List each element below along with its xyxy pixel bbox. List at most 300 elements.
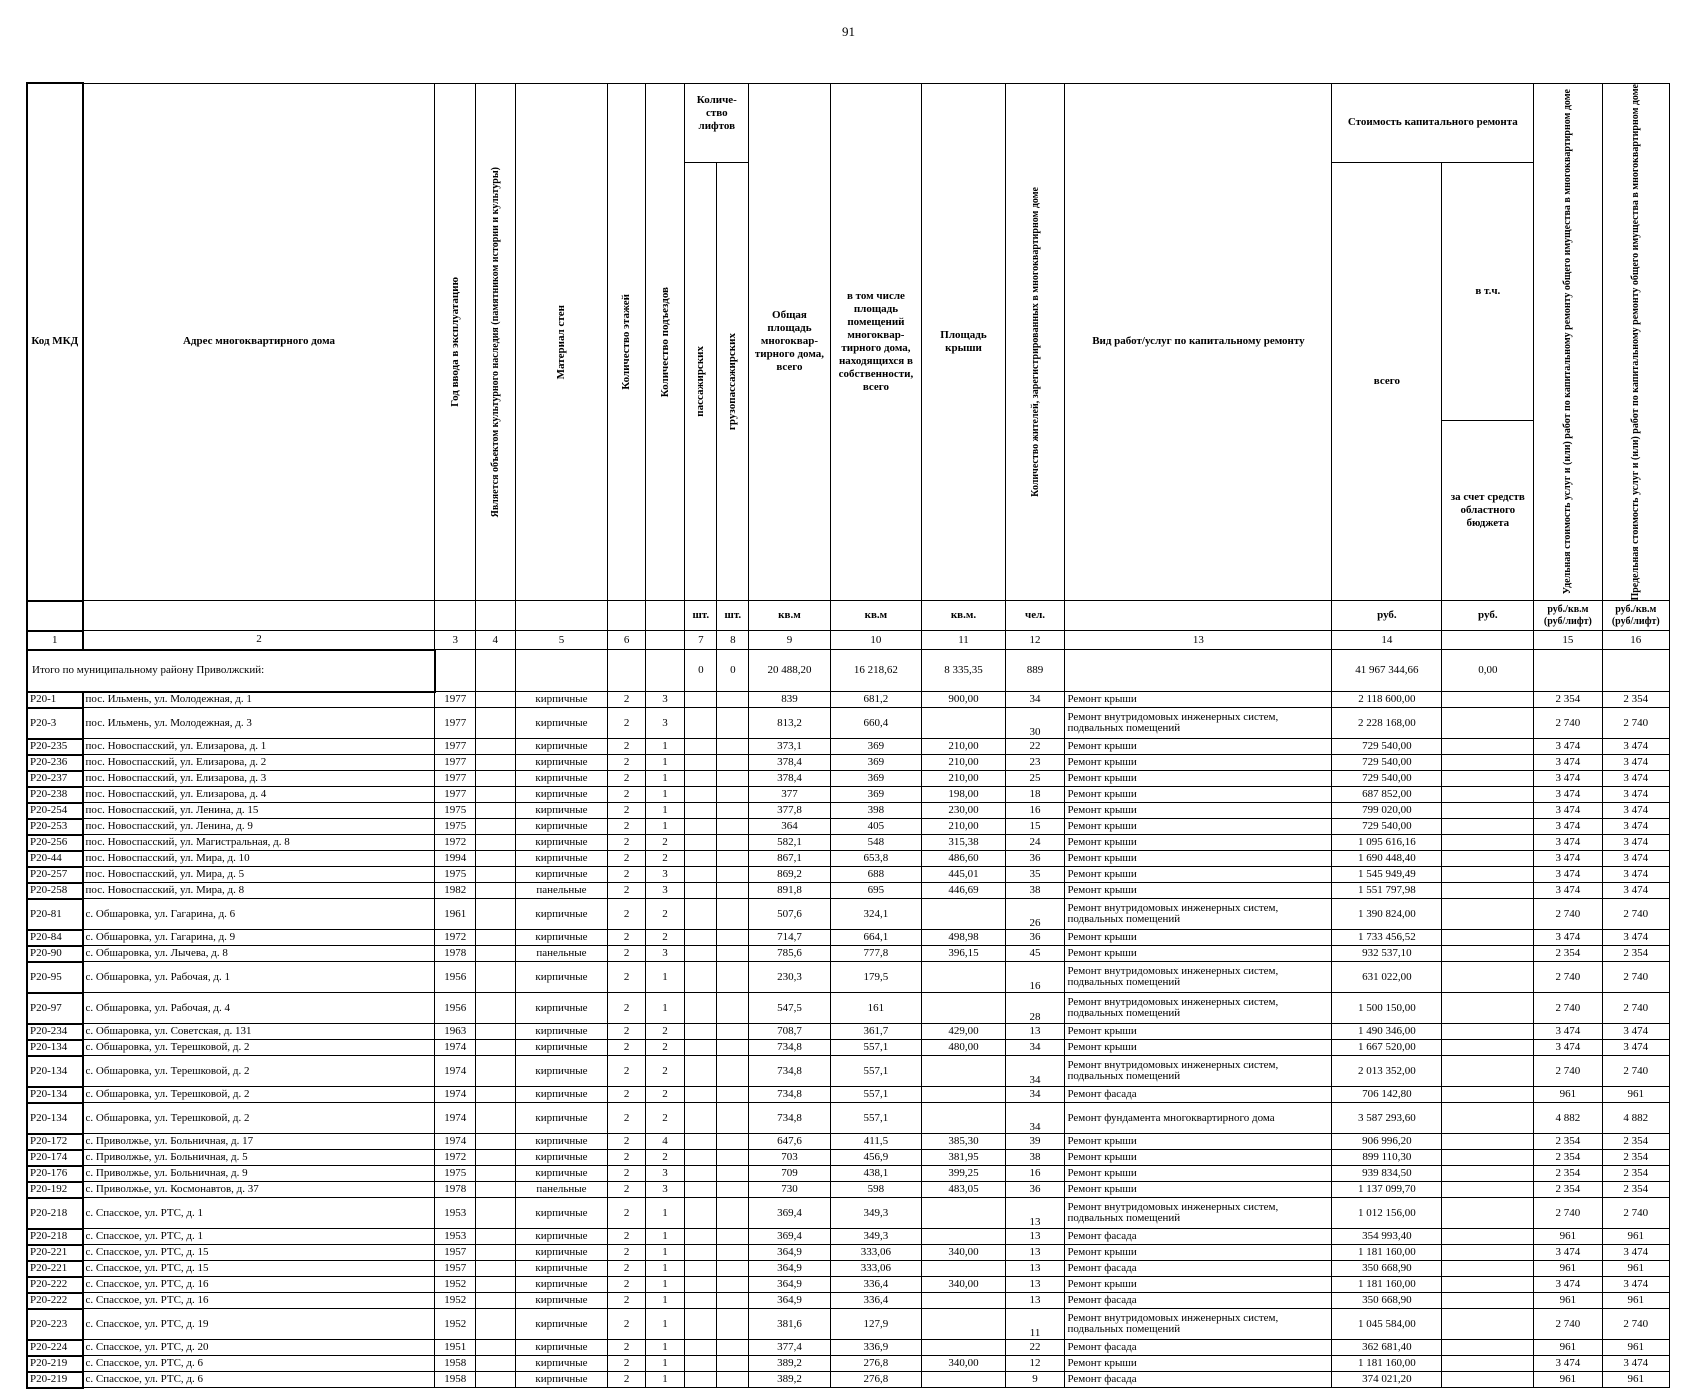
cell-unit-cost: 3 474 xyxy=(1534,803,1602,819)
cell-unit-cost: 2 740 xyxy=(1534,993,1602,1024)
cell-year: 1957 xyxy=(435,1245,476,1261)
cell-owned-area: 349,3 xyxy=(830,1198,922,1229)
cell-entrances: 1 xyxy=(645,787,685,803)
cell-roof-area: 486,60 xyxy=(922,851,1005,867)
table-row xyxy=(27,1356,1670,1372)
cell-residents: 13 xyxy=(1005,1229,1065,1245)
cell-regional xyxy=(1442,883,1534,899)
cell-floors: 2 xyxy=(608,851,645,867)
cell-unit-cost: 3 474 xyxy=(1534,1356,1602,1372)
col-num: 10 xyxy=(830,631,922,650)
cell-regional xyxy=(1442,899,1534,930)
table-row xyxy=(27,1087,1670,1103)
table-row xyxy=(27,739,1670,755)
cell-lifts-pass xyxy=(685,692,717,708)
cell-floors: 2 xyxy=(608,883,645,899)
cell-year: 1972 xyxy=(435,1150,476,1166)
cell-lifts-cargo xyxy=(717,1229,749,1245)
cell-work-type: Ремонт крыши xyxy=(1065,867,1332,883)
total-cell xyxy=(515,650,608,692)
cell-address: пос. Новоспасский, ул. Ленина, д. 15 xyxy=(83,803,435,819)
cell-code: Р20-90 xyxy=(27,946,83,962)
cell-year: 1982 xyxy=(435,883,476,899)
cell-total-area: 507,6 xyxy=(749,899,830,930)
cell-regional xyxy=(1442,1309,1534,1340)
cell-regional xyxy=(1442,708,1534,739)
cell-residents: 18 xyxy=(1005,787,1065,803)
cell-address: пос. Новоспасский, ул. Магистральная, д. 8 xyxy=(83,835,435,851)
cell-entrances: 2 xyxy=(645,899,685,930)
cell-lifts-cargo xyxy=(717,1166,749,1182)
cell-lifts-cargo xyxy=(717,851,749,867)
cell-entrances: 1 xyxy=(645,1340,685,1356)
cell-lifts-cargo xyxy=(717,1277,749,1293)
total-cell xyxy=(1602,650,1669,692)
cell-material: кирпичные xyxy=(515,1372,608,1388)
cell-heritage xyxy=(476,1134,516,1150)
cell-residents: 36 xyxy=(1005,1182,1065,1198)
cell-address: с. Спасское, ул. РТС, д. 1 xyxy=(83,1198,435,1229)
cell-lifts-pass xyxy=(685,1198,717,1229)
cell-code: Р20-172 xyxy=(27,1134,83,1150)
cell-material: кирпичные xyxy=(515,1309,608,1340)
cell-unit-cost: 3 474 xyxy=(1534,1245,1602,1261)
cell-heritage xyxy=(476,946,516,962)
cell-lifts-pass xyxy=(685,1087,717,1103)
cell-owned-area: 557,1 xyxy=(830,1056,922,1087)
cell-heritage xyxy=(476,1309,516,1340)
capital-repair-table xyxy=(26,82,1670,1389)
cell-lifts-cargo xyxy=(717,803,749,819)
cell-residents: 28 xyxy=(1005,993,1065,1024)
cell-roof-area xyxy=(922,1103,1005,1134)
cell-entrances: 1 xyxy=(645,739,685,755)
cell-regional xyxy=(1442,1166,1534,1182)
unit-rub-kvm-1: руб./кв.м (руб/лифт) xyxy=(1534,601,1602,631)
cell-code: Р20-192 xyxy=(27,1182,83,1198)
cell-lifts-cargo xyxy=(717,708,749,739)
cell-lifts-pass xyxy=(685,899,717,930)
cell-residents: 34 xyxy=(1005,1056,1065,1087)
cell-unit-cost: 2 354 xyxy=(1534,1166,1602,1182)
cell-year: 1994 xyxy=(435,851,476,867)
cell-lifts-cargo xyxy=(717,1245,749,1261)
cell-address: пос. Ильмень, ул. Молодежная, д. 1 xyxy=(83,692,435,708)
cell-roof-area: 480,00 xyxy=(922,1040,1005,1056)
cell-residents: 13 xyxy=(1005,1024,1065,1040)
cell-residents: 13 xyxy=(1005,1198,1065,1229)
cell-owned-area: 369 xyxy=(830,739,922,755)
cell-material: кирпичные xyxy=(515,851,608,867)
cell-regional xyxy=(1442,1229,1534,1245)
cell-work-type: Ремонт внутридомовых инженерных систем, подвальных помещений xyxy=(1065,1056,1332,1087)
cell-owned-area: 548 xyxy=(830,835,922,851)
cell-heritage xyxy=(476,1372,516,1388)
cell-roof-area: 381,95 xyxy=(922,1150,1005,1166)
cell-max-cost: 3 474 xyxy=(1602,883,1669,899)
cell-code: Р20-258 xyxy=(27,883,83,899)
cell-lifts-cargo xyxy=(717,739,749,755)
col-num: 9 xyxy=(749,631,830,650)
cell-heritage xyxy=(476,1340,516,1356)
cell-floors: 2 xyxy=(608,1340,645,1356)
cell-cost: 1 181 160,00 xyxy=(1332,1356,1442,1372)
cell-floors: 2 xyxy=(608,899,645,930)
cell-material: кирпичные xyxy=(515,1024,608,1040)
cell-cost: 2 118 600,00 xyxy=(1332,692,1442,708)
table-row xyxy=(27,708,1670,739)
cell-floors: 2 xyxy=(608,867,645,883)
cell-heritage xyxy=(476,1261,516,1277)
cell-entrances: 1 xyxy=(645,1356,685,1372)
cell-roof-area xyxy=(922,899,1005,930)
cell-address: пос. Новоспасский, ул. Мира, д. 5 xyxy=(83,867,435,883)
cell-entrances: 1 xyxy=(645,1293,685,1309)
cell-floors: 2 xyxy=(608,1150,645,1166)
cell-lifts-pass xyxy=(685,771,717,787)
cell-code: Р20-253 xyxy=(27,819,83,835)
cell-code: Р20-134 xyxy=(27,1056,83,1087)
cell-code: Р20-254 xyxy=(27,803,83,819)
cell-lifts-cargo xyxy=(717,1087,749,1103)
cell-owned-area: 276,8 xyxy=(830,1356,922,1372)
cell-material: кирпичные xyxy=(515,1245,608,1261)
cell-regional xyxy=(1442,1261,1534,1277)
cell-work-type: Ремонт крыши xyxy=(1065,771,1332,787)
cell-regional xyxy=(1442,1103,1534,1134)
cell-max-cost: 2 740 xyxy=(1602,1198,1669,1229)
cell-year: 1956 xyxy=(435,993,476,1024)
cell-regional xyxy=(1442,771,1534,787)
cell-cost: 350 668,90 xyxy=(1332,1293,1442,1309)
table-row xyxy=(27,819,1670,835)
cell-address: с. Обшаровка, ул. Терешковой, д. 2 xyxy=(83,1040,435,1056)
cell-entrances: 1 xyxy=(645,819,685,835)
cell-total-area: 364,9 xyxy=(749,1293,830,1309)
table-row xyxy=(27,1182,1670,1198)
cell-total-area: 369,4 xyxy=(749,1198,830,1229)
cell-entrances: 4 xyxy=(645,1134,685,1150)
cell-owned-area: 405 xyxy=(830,819,922,835)
cell-heritage xyxy=(476,819,516,835)
header-lifts-pass: пассажирских xyxy=(685,162,717,601)
cell-year: 1953 xyxy=(435,1229,476,1245)
cell-year: 1952 xyxy=(435,1293,476,1309)
table-row xyxy=(27,1372,1670,1388)
cell-work-type: Ремонт крыши xyxy=(1065,1356,1332,1372)
total-label: Итого по муниципальному району Приволжский: xyxy=(27,650,435,692)
cell-max-cost: 961 xyxy=(1602,1261,1669,1277)
cell-max-cost: 2 354 xyxy=(1602,692,1669,708)
cell-cost: 706 142,80 xyxy=(1332,1087,1442,1103)
cell-work-type: Ремонт крыши xyxy=(1065,946,1332,962)
cell-code: Р20-223 xyxy=(27,1309,83,1340)
cell-roof-area xyxy=(922,962,1005,993)
cell-floors: 2 xyxy=(608,708,645,739)
table-row xyxy=(27,1134,1670,1150)
cell-total-area: 709 xyxy=(749,1166,830,1182)
cell-material: кирпичные xyxy=(515,755,608,771)
cell-floors: 2 xyxy=(608,771,645,787)
cell-lifts-cargo xyxy=(717,1040,749,1056)
cell-lifts-cargo xyxy=(717,867,749,883)
cell-heritage xyxy=(476,1198,516,1229)
cell-unit-cost: 3 474 xyxy=(1534,1040,1602,1056)
table-row xyxy=(27,1245,1670,1261)
unit-sht-2: шт. xyxy=(717,601,749,631)
cell-work-type: Ремонт крыши xyxy=(1065,739,1332,755)
cell-work-type: Ремонт фасада xyxy=(1065,1229,1332,1245)
cell-floors: 2 xyxy=(608,1103,645,1134)
cell-year: 1958 xyxy=(435,1356,476,1372)
col-num: 16 xyxy=(1602,631,1669,650)
cell-material: кирпичные xyxy=(515,993,608,1024)
cell-work-type: Ремонт крыши xyxy=(1065,692,1332,708)
cell-regional xyxy=(1442,835,1534,851)
cell-material: кирпичные xyxy=(515,819,608,835)
cell-work-type: Ремонт фасада xyxy=(1065,1261,1332,1277)
cell-code: Р20-176 xyxy=(27,1166,83,1182)
cell-unit-cost: 2 354 xyxy=(1534,1134,1602,1150)
cell-code: Р20-97 xyxy=(27,993,83,1024)
cell-entrances: 1 xyxy=(645,1372,685,1388)
cell-owned-area: 349,3 xyxy=(830,1229,922,1245)
cell-material: кирпичные xyxy=(515,708,608,739)
unit-empty-4 xyxy=(476,601,516,631)
cell-max-cost: 2 354 xyxy=(1602,1150,1669,1166)
header-entrances: Количество подъездов xyxy=(645,83,685,601)
cell-residents: 26 xyxy=(1005,899,1065,930)
cell-max-cost: 3 474 xyxy=(1602,739,1669,755)
cell-lifts-pass xyxy=(685,1056,717,1087)
cell-address: с. Приволжье, ул. Больничная, д. 5 xyxy=(83,1150,435,1166)
cell-lifts-pass xyxy=(685,867,717,883)
cell-unit-cost: 3 474 xyxy=(1534,739,1602,755)
cell-unit-cost: 3 474 xyxy=(1534,851,1602,867)
total-cell xyxy=(608,650,645,692)
cell-residents: 13 xyxy=(1005,1261,1065,1277)
cell-owned-area: 127,9 xyxy=(830,1309,922,1340)
cell-cost: 1 545 949,49 xyxy=(1332,867,1442,883)
cell-floors: 2 xyxy=(608,962,645,993)
cell-roof-area: 498,98 xyxy=(922,930,1005,946)
cell-total-area: 813,2 xyxy=(749,708,830,739)
header-residents: Количество жителей, зарегистрированных в многоквартирном доме xyxy=(1005,83,1065,601)
cell-regional xyxy=(1442,1040,1534,1056)
cell-roof-area: 900,00 xyxy=(922,692,1005,708)
cell-lifts-pass xyxy=(685,787,717,803)
cell-cost: 1 690 448,40 xyxy=(1332,851,1442,867)
cell-max-cost: 4 882 xyxy=(1602,1103,1669,1134)
col-num: 3 xyxy=(435,631,476,650)
cell-lifts-pass xyxy=(685,708,717,739)
cell-cost: 932 537,10 xyxy=(1332,946,1442,962)
cell-heritage xyxy=(476,1056,516,1087)
cell-material: кирпичные xyxy=(515,771,608,787)
cell-owned-area: 336,4 xyxy=(830,1293,922,1309)
cell-owned-area: 179,5 xyxy=(830,962,922,993)
cell-lifts-pass xyxy=(685,1261,717,1277)
cell-max-cost: 3 474 xyxy=(1602,1245,1669,1261)
cell-entrances: 3 xyxy=(645,1182,685,1198)
cell-heritage xyxy=(476,1245,516,1261)
cell-floors: 2 xyxy=(608,819,645,835)
cell-address: с. Обшаровка, ул. Рабочая, д. 4 xyxy=(83,993,435,1024)
cell-year: 1975 xyxy=(435,819,476,835)
col-num: 15 xyxy=(1534,631,1602,650)
header-incl: в т.ч. xyxy=(1442,162,1534,421)
cell-address: с. Спасское, ул. РТС, д. 15 xyxy=(83,1245,435,1261)
total-row xyxy=(27,650,1670,692)
cell-residents: 16 xyxy=(1005,1166,1065,1182)
cell-address: с. Обшаровка, ул. Гагарина, д. 6 xyxy=(83,899,435,930)
table-row xyxy=(27,803,1670,819)
cell-material: кирпичные xyxy=(515,803,608,819)
cell-total-area: 891,8 xyxy=(749,883,830,899)
cell-address: с. Спасское, ул. РТС, д. 1 xyxy=(83,1229,435,1245)
cell-heritage xyxy=(476,1040,516,1056)
cell-work-type: Ремонт крыши xyxy=(1065,930,1332,946)
cell-lifts-cargo xyxy=(717,1293,749,1309)
cell-total-area: 378,4 xyxy=(749,755,830,771)
header-cost: Стоимость капитального ремонта xyxy=(1332,83,1534,162)
cell-cost: 1 095 616,16 xyxy=(1332,835,1442,851)
total-regional: 0,00 xyxy=(1442,650,1534,692)
cell-address: пос. Новоспасский, ул. Мира, д. 8 xyxy=(83,883,435,899)
cell-residents: 38 xyxy=(1005,883,1065,899)
cell-owned-area: 161 xyxy=(830,993,922,1024)
cell-residents: 13 xyxy=(1005,1277,1065,1293)
cell-code: Р20-218 xyxy=(27,1229,83,1245)
table-row xyxy=(27,1103,1670,1134)
col-num: 1 xyxy=(27,631,83,650)
cell-unit-cost: 2 354 xyxy=(1534,1182,1602,1198)
cell-heritage xyxy=(476,1277,516,1293)
cell-max-cost: 961 xyxy=(1602,1087,1669,1103)
cell-owned-area: 456,9 xyxy=(830,1150,922,1166)
cell-owned-area: 398 xyxy=(830,803,922,819)
cell-material: кирпичные xyxy=(515,1056,608,1087)
cell-owned-area: 777,8 xyxy=(830,946,922,962)
cell-cost: 729 540,00 xyxy=(1332,819,1442,835)
cell-cost: 687 852,00 xyxy=(1332,787,1442,803)
cell-work-type: Ремонт крыши xyxy=(1065,1024,1332,1040)
cell-unit-cost: 2 740 xyxy=(1534,962,1602,993)
cell-max-cost: 3 474 xyxy=(1602,819,1669,835)
cell-owned-area: 369 xyxy=(830,755,922,771)
cell-residents: 34 xyxy=(1005,1087,1065,1103)
unit-rub-2: руб. xyxy=(1442,601,1534,631)
cell-unit-cost: 2 354 xyxy=(1534,692,1602,708)
cell-unit-cost: 961 xyxy=(1534,1261,1602,1277)
cell-roof-area: 399,25 xyxy=(922,1166,1005,1182)
unit-empty-8 xyxy=(1065,601,1332,631)
cell-year: 1958 xyxy=(435,1372,476,1388)
cell-lifts-cargo xyxy=(717,899,749,930)
cell-max-cost: 3 474 xyxy=(1602,755,1669,771)
cell-roof-area: 315,38 xyxy=(922,835,1005,851)
table-row xyxy=(27,1229,1670,1245)
table-row xyxy=(27,1024,1670,1040)
cell-lifts-pass xyxy=(685,1024,717,1040)
cell-total-area: 364,9 xyxy=(749,1261,830,1277)
cell-entrances: 2 xyxy=(645,1150,685,1166)
cell-total-area: 714,7 xyxy=(749,930,830,946)
table-row xyxy=(27,692,1670,708)
cell-entrances: 1 xyxy=(645,771,685,787)
cell-address: пос. Новоспасский, ул. Елизарова, д. 2 xyxy=(83,755,435,771)
cell-owned-area: 653,8 xyxy=(830,851,922,867)
cell-work-type: Ремонт фасада xyxy=(1065,1293,1332,1309)
cell-entrances: 1 xyxy=(645,962,685,993)
cell-year: 1974 xyxy=(435,1087,476,1103)
cell-heritage xyxy=(476,930,516,946)
cell-address: с. Спасское, ул. РТС, д. 16 xyxy=(83,1293,435,1309)
cell-lifts-pass xyxy=(685,930,717,946)
cell-max-cost: 2 354 xyxy=(1602,1166,1669,1182)
cell-material: панельные xyxy=(515,1182,608,1198)
unit-chel: чел. xyxy=(1005,601,1065,631)
cell-heritage xyxy=(476,1087,516,1103)
cell-code: Р20-237 xyxy=(27,771,83,787)
cell-code: Р20-236 xyxy=(27,755,83,771)
cell-total-area: 381,6 xyxy=(749,1309,830,1340)
cell-heritage xyxy=(476,1166,516,1182)
cell-unit-cost: 3 474 xyxy=(1534,1024,1602,1040)
cell-max-cost: 3 474 xyxy=(1602,930,1669,946)
cell-code: Р20-134 xyxy=(27,1103,83,1134)
cell-lifts-cargo xyxy=(717,1134,749,1150)
cell-residents: 38 xyxy=(1005,1150,1065,1166)
header-lifts-cargo: грузопассажирских xyxy=(717,162,749,601)
cell-year: 1977 xyxy=(435,771,476,787)
cell-work-type: Ремонт фундамента многоквартирного дома xyxy=(1065,1103,1332,1134)
total-cost: 41 967 344,66 xyxy=(1332,650,1442,692)
cell-material: кирпичные xyxy=(515,1134,608,1150)
cell-year: 1956 xyxy=(435,962,476,993)
cell-floors: 2 xyxy=(608,1356,645,1372)
cell-max-cost: 2 740 xyxy=(1602,1056,1669,1087)
unit-rub-kvm-2: руб./кв.м (руб/лифт) xyxy=(1602,601,1669,631)
cell-work-type: Ремонт внутридомовых инженерных систем, подвальных помещений xyxy=(1065,962,1332,993)
cell-roof-area: 340,00 xyxy=(922,1245,1005,1261)
table-row xyxy=(27,993,1670,1024)
cell-code: Р20-3 xyxy=(27,708,83,739)
cell-cost: 906 996,20 xyxy=(1332,1134,1442,1150)
cell-roof-area: 385,30 xyxy=(922,1134,1005,1150)
cell-cost: 1 012 156,00 xyxy=(1332,1198,1442,1229)
cell-max-cost: 3 474 xyxy=(1602,1040,1669,1056)
cell-lifts-cargo xyxy=(717,1056,749,1087)
cell-lifts-pass xyxy=(685,993,717,1024)
table-row xyxy=(27,930,1670,946)
total-cell xyxy=(1065,650,1332,692)
cell-address: с. Спасское, ул. РТС, д. 19 xyxy=(83,1309,435,1340)
cell-residents: 25 xyxy=(1005,771,1065,787)
cell-regional xyxy=(1442,739,1534,755)
cell-lifts-cargo xyxy=(717,946,749,962)
cell-lifts-pass xyxy=(685,1166,717,1182)
col-num: 14 xyxy=(1332,631,1442,650)
cell-lifts-cargo xyxy=(717,1103,749,1134)
cell-heritage xyxy=(476,1229,516,1245)
cell-work-type: Ремонт крыши xyxy=(1065,1182,1332,1198)
cell-entrances: 1 xyxy=(645,1277,685,1293)
cell-address: с. Спасское, ул. РТС, д. 6 xyxy=(83,1372,435,1388)
cell-unit-cost: 3 474 xyxy=(1534,755,1602,771)
cell-year: 1974 xyxy=(435,1134,476,1150)
cell-max-cost: 2 354 xyxy=(1602,1182,1669,1198)
